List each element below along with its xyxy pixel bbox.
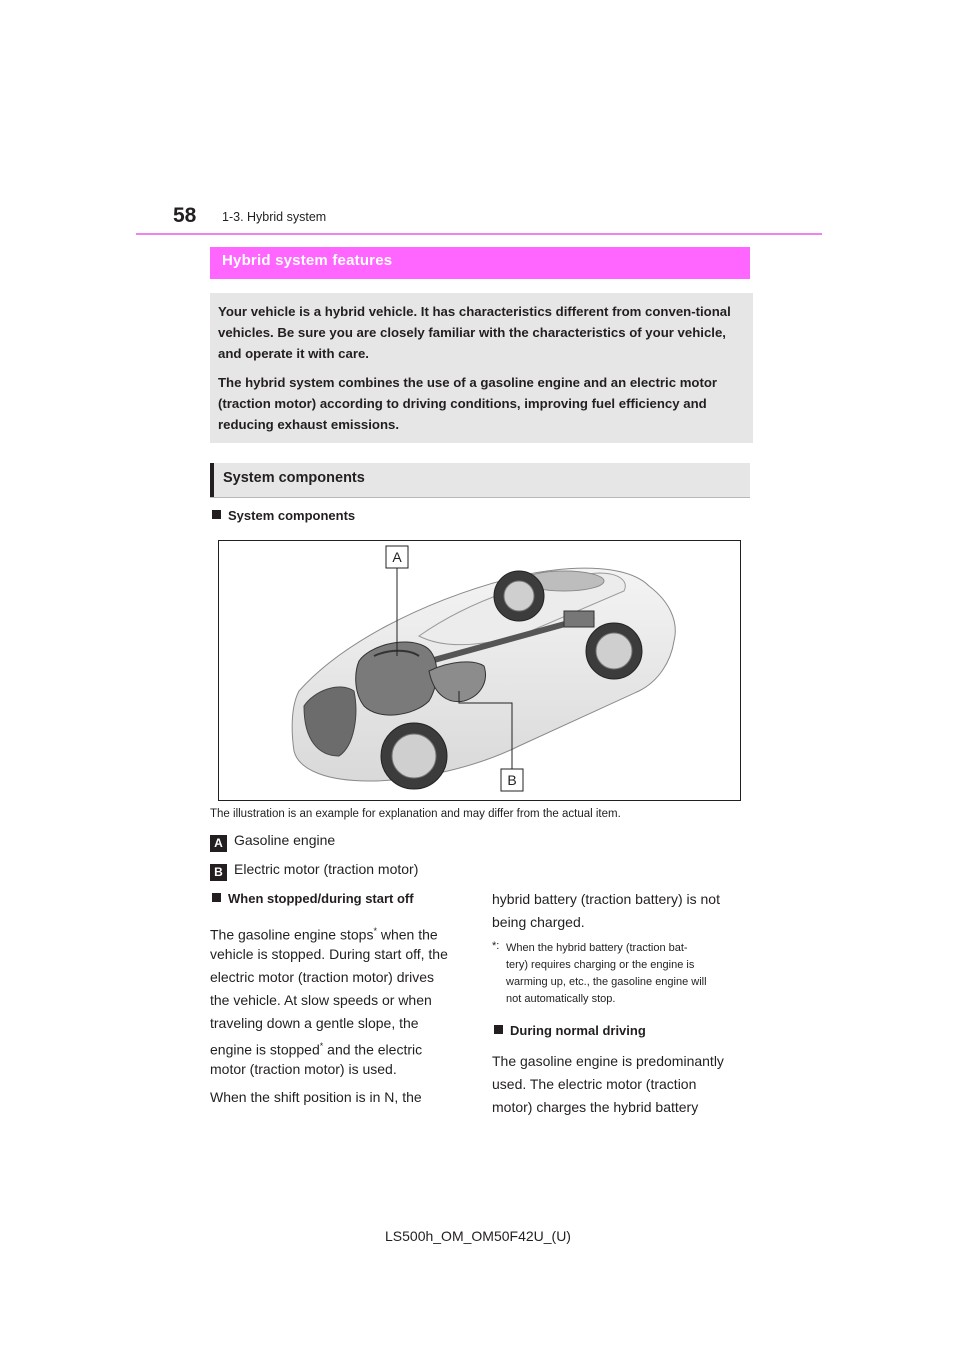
- engine: [356, 642, 437, 715]
- stopped-line-5: traveling down a gentle slope, the: [210, 1015, 419, 1031]
- legend-key-a: A: [210, 835, 227, 852]
- square-bullet-icon: [212, 510, 221, 519]
- section-title: 1-3. Hybrid system: [222, 210, 327, 224]
- stopped-title: [212, 891, 414, 906]
- document-code: LS500h_OM_OM50F42U_(U): [385, 1228, 571, 1244]
- stopped-line-6: engine is stopped* and the electric: [210, 1041, 423, 1058]
- normal-line-3: motor) charges the hybrid battery: [492, 1099, 699, 1115]
- normal-line-1: The gasoline engine is predominantly: [492, 1053, 724, 1069]
- components-title: [212, 508, 355, 523]
- square-bullet-icon: [494, 1025, 503, 1034]
- stopped-line-7: motor (traction motor) is used.: [210, 1061, 397, 1077]
- intro-paragraph-2: The hybrid system combines the use of a gasoline engine and an electric motor (traction motor) according to driving conditions, improving fuel efficiency and reducing exhaust emissions.: [218, 375, 718, 432]
- legend-item-a: [210, 832, 335, 852]
- section-banner: [210, 247, 750, 279]
- normal-title-text: During normal driving: [510, 1023, 646, 1038]
- header-divider: [136, 233, 822, 235]
- car-drawing: [219, 541, 740, 800]
- legend-label-b: Electric motor (traction motor): [234, 861, 419, 877]
- stopped-cont-1: hybrid battery (traction battery) is not: [492, 891, 720, 907]
- footnote-line-3: warming up, etc., the gasoline engine will: [506, 976, 707, 988]
- footnote-line-1: When the hybrid battery (traction bat-: [506, 942, 688, 954]
- stopped-line-4: the vehicle. At slow speeds or when: [210, 992, 432, 1008]
- asterisk-mark: *: [373, 926, 377, 936]
- subheading-bar: [210, 463, 750, 498]
- components-title-text: System components: [228, 508, 356, 523]
- footnote-line-2: tery) requires charging or the engine is: [506, 959, 695, 971]
- banner-title: Hybrid system features: [222, 252, 393, 269]
- asterisk-mark: *: [319, 1041, 324, 1051]
- figure-caption: The illustration is an example for explanation and may differ from the actual item.: [210, 808, 621, 820]
- footnote-mark: *:: [492, 940, 500, 952]
- stopped-line-1: The gasoline engine stops* when the: [210, 926, 438, 943]
- subheading-accent: [210, 463, 214, 497]
- intro-paragraph-1: Your vehicle is a hybrid vehicle. It has characteristics different from conven-tional vehicles. Be sure you are closely familiar with the characteristics of your vehicle, and operate it with care.: [218, 304, 731, 361]
- normal-line-2: used. The electric motor (traction: [492, 1076, 697, 1092]
- normal-title: [494, 1023, 646, 1038]
- callout-a-label: A: [392, 549, 402, 565]
- square-bullet-icon: [212, 893, 221, 902]
- subheading-title: System components: [223, 470, 365, 486]
- stopped-title-text: When stopped/during start off: [228, 891, 414, 906]
- callout-b-label: B: [507, 772, 517, 788]
- legend-label-a: Gasoline engine: [234, 832, 336, 848]
- stopped-line-2: vehicle is stopped. During start off, the: [210, 946, 448, 962]
- stopped-line-8: When the shift position is in N, the: [210, 1089, 422, 1105]
- footnote-line-4: not automatically stop.: [506, 993, 616, 1005]
- intro-box: [210, 293, 753, 443]
- legend-item-b: [210, 861, 418, 881]
- legend-key-b: B: [210, 864, 227, 881]
- car-illustration: [218, 540, 741, 801]
- stopped-line-3: electric motor (traction motor) drives: [210, 969, 435, 985]
- stopped-cont-2: being charged.: [492, 914, 585, 930]
- page-number: 58: [173, 204, 197, 227]
